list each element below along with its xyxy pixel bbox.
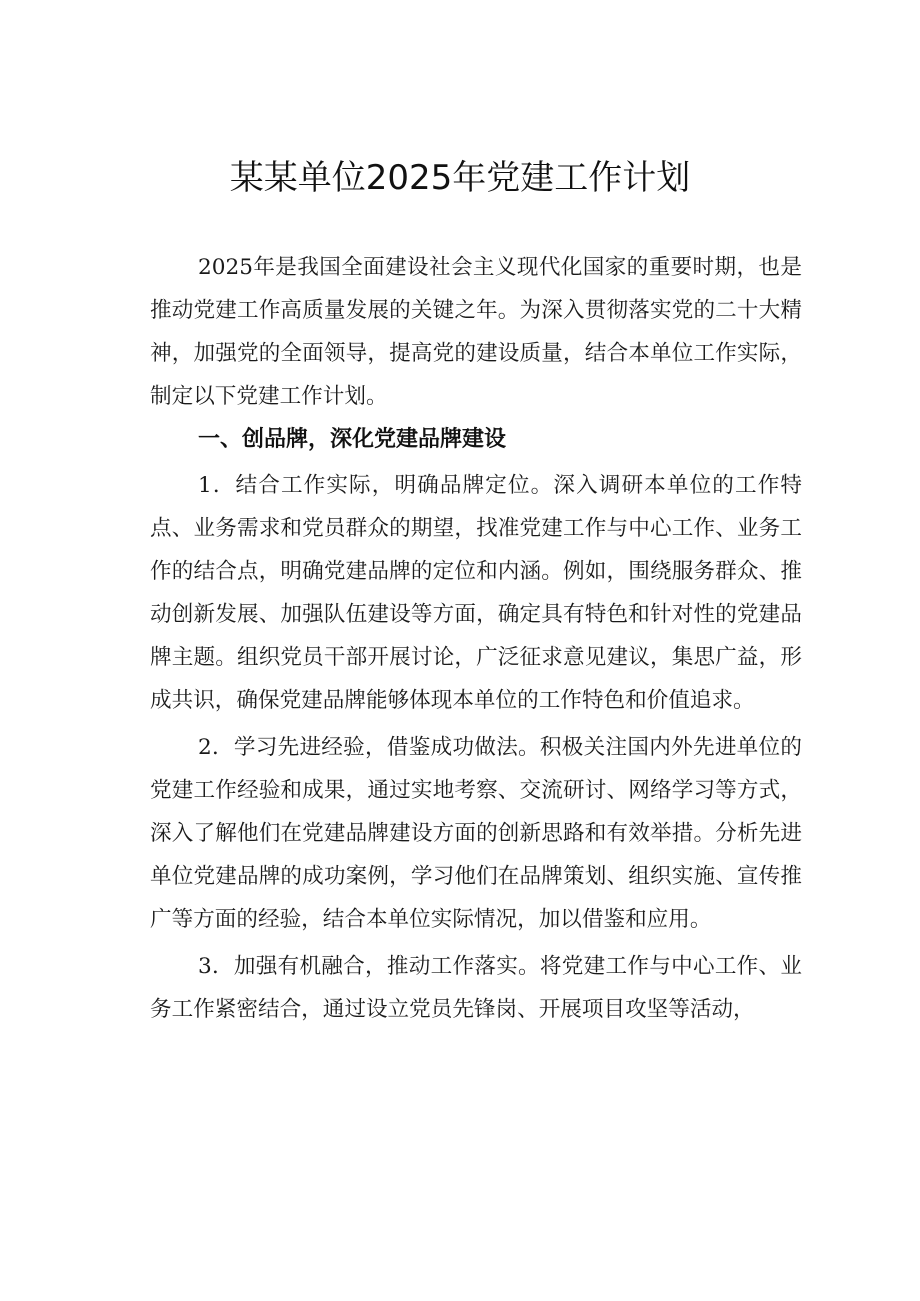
- intro-paragraph: 2025年是我国全面建设社会主义现代化国家的重要时期，也是推动党建工作高质量发展的关键之年。为深入贯彻落实党的二十大精神，加强党的全面领导，提高党的建设质量，结合本单位工作实际，制定以下党建工作计划。: [150, 255, 802, 409]
- section1-item-1: 1．结合工作实际，明确品牌定位。深入调研本单位的工作特点、业务需求和党员群众的期望，找准党建工作与中心工作、业务工作的结合点，明确党建品牌的定位和内涵。例如，围绕服务群众、推动创新发展、加强队伍建设等方面，确定具有特色和针对性的党建品牌主题。组织党员干部开展讨论，广泛征求意见建议，集思广益，形成共识，确保党建品牌能够体现本单位的工作特色和价值追求。: [150, 473, 802, 713]
- section1-item-3: 3．加强有机融合，推动工作落实。将党建工作与中心工作、业务工作紧密结合，通过设立党员先锋岗、开展项目攻坚等活动，: [150, 954, 802, 1022]
- document-title: 某某单位2025年党建工作计划: [229, 158, 691, 198]
- section1-item-2: 2．学习先进经验，借鉴成功做法。积极关注国内外先进单位的党建工作经验和成果，通过实地考察、交流研讨、网络学习等方式，深入了解他们在党建品牌建设方面的创新思路和有效举措。分析先进单位党建品牌的成功案例，学习他们在品牌策划、组织实施、宣传推广等方面的经验，结合本单位实际情况，加以借鉴和应用。: [150, 735, 802, 932]
- document-body: [150, 246, 802, 1031]
- section-heading-1: 一、创品牌，深化党建品牌建设: [198, 427, 507, 452]
